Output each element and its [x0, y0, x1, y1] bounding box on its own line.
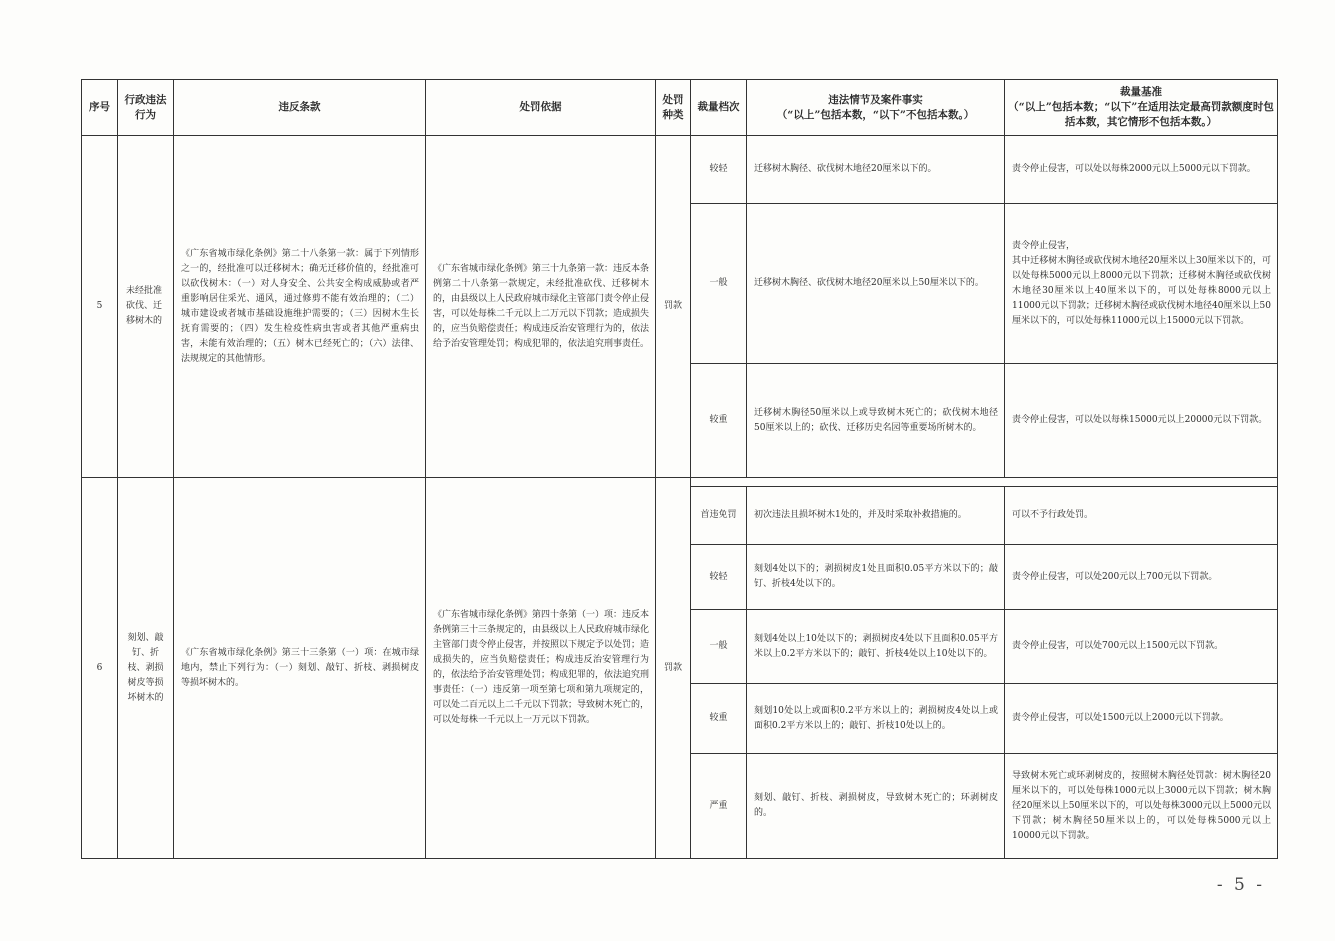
header-violation: 行政违法行为 — [118, 80, 174, 136]
level-fact: 刻划4处以下的；剥损树皮1处且面积0.05平方米以下的；敲钉、折枝4处以下的。 — [747, 545, 1005, 610]
level-label: 较重 — [691, 364, 747, 478]
header-basis: 处罚依据 — [426, 80, 656, 136]
level-fact: 迁移树木胸径、砍伐树木地径20厘米以上50厘米以下的。 — [747, 204, 1005, 364]
page-number: - 5 - — [1216, 875, 1265, 895]
level-fact: 迁移树木胸径50厘米以上或导致树木死亡的；砍伐树木地径50厘米以上的；砍伐、迁移历史名园等重要场所树木的。 — [747, 364, 1005, 478]
level-fact: 刻划、敲钉、折枝、剥损树皮，导致树木死亡的；环剥树皮的。 — [747, 754, 1005, 859]
level-fact: 迁移树木胸径、砍伐树木地径20厘米以下的。 — [747, 136, 1005, 204]
header-level: 裁量档次 — [691, 80, 747, 136]
row-clause: 《广东省城市绿化条例》第二十八条第一款：属于下列情形之一的，经批准可以迁移树木；确无迁移价值的，经批准可以砍伐树木：（一）对人身安全、公共安全构成威胁或者严重影响居住采光、通风，通过修剪不能有效治理的；（二）城市建设或者城市基础设施维护需要的；（三）因树木生长抚育需要的；（四）发生检疫性病虫害或者其他严重病虫害，未能有效治理的；（五）树木已经死亡的；（六）法律、法规规定的其他情形。 — [174, 136, 426, 478]
level-label: 一般 — [691, 610, 747, 684]
row-basis: 《广东省城市绿化条例》第四十条第（一）项：违反本条例第三十三条规定的，由县级以上人民政府城市绿化主管部门责令停止侵害，并按照以下规定予以处罚；造成损失的，应当负赔偿责任；构成违反治安管理行为的，依法给予治安管理处罚；构成犯罪的，依法追究刑事责任：（一）违反第一项至第七项和第九项规定的，可以处二百元以上二千元以下罚款；导致树木死亡的，可以处每株一千元以上一万元以下罚款。 — [426, 478, 656, 859]
row-violation: 刻划、敲钉、折枝、剥损树皮等损坏树木的 — [118, 478, 174, 859]
row-seq: 6 — [82, 478, 118, 859]
header-clause: 违反条款 — [174, 80, 426, 136]
header-standard-title: 裁量基准 — [1120, 86, 1162, 98]
row-violation: 未经批准砍伐、迁移树木的 — [118, 136, 174, 478]
header-penalty-type: 处罚种类 — [656, 80, 691, 136]
level-label: 较重 — [691, 684, 747, 754]
header-circumstances-title: 违法情节及案件事实 — [828, 93, 923, 106]
header-circumstances — [747, 80, 1005, 136]
level-label: 首违免罚 — [691, 487, 747, 545]
row-clause: 《广东省城市绿化条例》第三十三条第（一）项：在城市绿地内，禁止下列行为：（一）刻划、敲钉、折枝、剥损树皮等损坏树木的。 — [174, 478, 426, 859]
level-standard: 导致树木死亡或环剥树皮的，按照树木胸径处罚款：树木胸径20厘米以下的，可以处每株1000元以上3000元以下罚款；树木胸径20厘米以上50厘米以下的，可以处每株3000元以上5000元以下罚款；树木胸径50厘米以上的，可以处每株5000元以上10000元以下罚款。 — [1005, 754, 1278, 859]
level-standard: 责令停止侵害，可以处以每株2000元以上5000元以下罚款。 — [1005, 136, 1278, 204]
table-row — [82, 136, 1278, 204]
level-fact: 刻划4处以上10处以下的；剥损树皮4处以下且面积0.05平方米以上0.2平方米以下的；敲钉、折枝4处以上10处以下的。 — [747, 610, 1005, 684]
header-standard — [1005, 80, 1278, 136]
penalty-discretion-table — [81, 79, 1278, 859]
level-standard: 责令停止侵害，可以处1500元以上2000元以下罚款。 — [1005, 684, 1278, 754]
level-standard: 责令停止侵害， 其中迁移树木胸径或砍伐树木地径20厘米以上30厘米以下的，可以处每株5000元以上8000元以下罚款；迁移树木胸径或砍伐树木地径30厘米以上40厘米以下的，可以处每株8000元以上11000元以下罚款；迁移树木胸径或砍伐树木地径40厘米以上50厘米以下的，可以处每株11000元以上15000元以下罚款。 — [1005, 204, 1278, 364]
header-circumstances-note: （“以上”包括本数，“以下”不包括本数。） — [776, 108, 975, 121]
table-row — [82, 478, 1278, 487]
header-standard-note: （“以上”包括本数；“以下”在适用法定最高罚款额度时包括本数，其它情形不包括本数。） — [1008, 101, 1274, 128]
level-standard: 责令停止侵害，可以处200元以上700元以下罚款。 — [1005, 545, 1278, 610]
row-seq: 5 — [82, 136, 118, 478]
level-spacer — [691, 478, 1278, 487]
row-basis: 《广东省城市绿化条例》第三十九条第一款：违反本条例第二十八条第一款规定，未经批准砍伐、迁移树木的，由县级以上人民政府城市绿化主管部门责令停止侵害，可以处每株二千元以上二万元以下罚款；造成损失的，应当负赔偿责任；构成违反治安管理行为的，依法给予治安管理处罚；构成犯罪的，依法追究刑事责任。 — [426, 136, 656, 478]
header-seq: 序号 — [82, 80, 118, 136]
row-penalty-type: 罚款 — [656, 478, 691, 859]
level-label: 严重 — [691, 754, 747, 859]
row-penalty-type: 罚款 — [656, 136, 691, 478]
header-row — [82, 80, 1278, 136]
level-standard: 责令停止侵害，可以处以每株15000元以上20000元以下罚款。 — [1005, 364, 1278, 478]
level-label: 较轻 — [691, 136, 747, 204]
level-standard: 责令停止侵害，可以处700元以上1500元以下罚款。 — [1005, 610, 1278, 684]
level-label: 一般 — [691, 204, 747, 364]
level-standard: 可以不予行政处罚。 — [1005, 487, 1278, 545]
level-fact: 初次违法且损坏树木1处的，并及时采取补救措施的。 — [747, 487, 1005, 545]
level-label: 较轻 — [691, 545, 747, 610]
level-fact: 刻划10处以上或面积0.2平方米以上的；剥损树皮4处以上或面积0.2平方米以上的；敲钉、折枝10处以上的。 — [747, 684, 1005, 754]
